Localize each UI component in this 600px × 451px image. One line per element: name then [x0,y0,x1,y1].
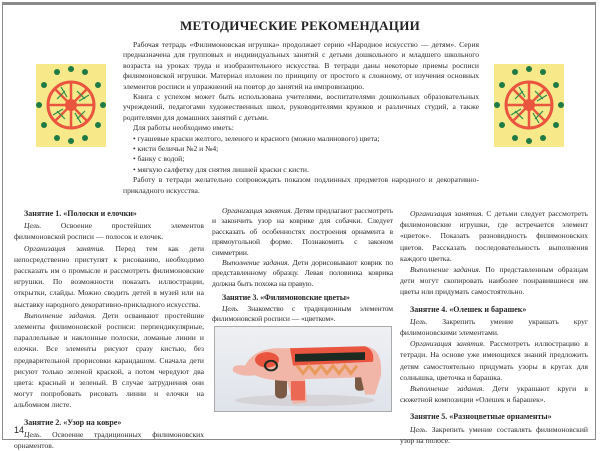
list-item: • мягкую салфетку для снятия лишней краски с кисти. [133,164,309,174]
lesson-title: Занятие 4. «Олешек и барашек» [410,304,527,314]
lesson-exec: Выполнение задания. Дети осваивают простейшие элементы филимоновской росписи: перпендикулярные, параллельные и наклонные полоски, ломаные линии и елочки. Все элементы рисуют сразу кистью, без предварительной прорисовки карандашом. Сначала дети рисуют только зеленой краской, а потом чередуют два цвета: красный и зеленый. В случае затруднения они могут попробовать рисовать линии и елочки на альбомном листе. [14,310,205,410]
intro-paragraph: Книга с успехом может быть использована учителями, воспитателями дошкольных образовательных учреждений, педагогами художественных школ, руководителями кружков и различных студий, а также родителями для домашних занятий с детьми. [123,92,479,122]
lesson-title: Занятие 3. «Филимоновские цветы» [222,293,350,303]
intro-paragraph: Для работы необходимо иметь: [133,123,234,133]
lesson-goal: Цель. Знакомство с традиционным элементом филимоновской росписи — «цветком». [212,303,393,324]
lesson-org: Организация занятия. Перед тем как дети непосредственно приступят к рисованию, необходимо рассказать им о промысле и рассмотреть филимоновские игрушки. По возможности показать иллюстрации, открытки, слайды. Можно сводить детей в музей или на выставку народного декоративно-прикладного искусства. [14,243,205,309]
column-2 [212,206,393,324]
page-number: 14 [14,425,25,435]
column-3 [400,208,588,446]
lesson-org: Организация занятия. С детьми следует рассмотреть филимоновские игрушки, где встречается элемент «цветок». Показать разновидность филимоновских цветов. Рассказать последовательность выполнения каждого цветка. [400,209,588,263]
lesson-title: Занятие 1. «Полоски и елочки» [24,209,137,218]
lesson-goal: Цель. Закрепить умение украшать круг филимоновскими элементами. [400,316,588,338]
ornament-right-icon [494,64,564,147]
intro-paragraph: Работу в тетради желательно сопровождать показом подлинных предметов народного и декоративно-прикладного искусства. [123,175,479,195]
column-1 [14,208,204,451]
lesson-goal: Цель. Закрепить умение составлять филимоновский узор на полосе. [400,424,588,445]
lesson-goal: Цель. Освоение традиционных филимоновских орнаментов. [14,429,204,451]
intro-paragraph: Рабочая тетрадь «Филимоновская игрушка» продолжает серию «Народное искусство — детям». Серия предназначена для групповых и индивидуальных занятий с детьми дошкольного и младшего школьного возраста на уроках труда и изобразительного искусства. В тетради даны некоторые приемы росписи филимоновской игрушки. Материал изложен по принципу от простого к сложному, от изучения основных элементов росписи и упражнений на повтор до занятий на импровизацию. [123,40,479,91]
list-item: • гуашевые краски желтого, зеленого и красного (можно малинового) цвета; [133,133,380,143]
ornament-left-icon [36,64,106,147]
lesson-title: Занятие 5. «Разноцветные орнаменты» [410,412,552,422]
lesson-goal: Цель. Освоение простейших элементов филимоновской росписи — полосок и елочек. [14,221,204,242]
lesson-org: Организация занятия. Рассмотреть иллюстрацию в тетради. На основе уже имеющихся знаний предложить детям самостоятельно придумать узоры в кругах для солнышка, цветочка и барашка. [400,339,589,382]
list-item: • банку с водой; [133,154,185,164]
filimonov-pig-toy-photo [214,326,392,412]
page-title: МЕТОДИЧЕСКИЕ РЕКОМЕНДАЦИИ [179,18,421,33]
lesson-title: Занятие 2. «Узор на коврe» [24,417,122,427]
list-item: • кисти беличьи №2 и №4; [133,144,219,154]
lesson-exec: Выполнение задания. По представленным образцам дети могут скопировать наиболее понравившиеся им цветы или придумать самостоятельно. [400,265,589,297]
intro-text [123,40,479,196]
lesson-org: Организация занятия. Детям предлагают рассмотреть и закончить узор на коврике для собачки. Следует рассказать об особенностях построения орнамента в прямоугольной форме. Познакомить с законом симметрии. [212,206,393,257]
lesson-exec: Выполнение задания. Дети дорисовывают коврик по представленному образцу. Левая половинка коврика должна быть похожа на правую. [212,258,393,288]
lesson-exec: Выполнение задания. Дети украшают круги в сюжетной композиции «Олешек и барашек». [400,384,588,405]
